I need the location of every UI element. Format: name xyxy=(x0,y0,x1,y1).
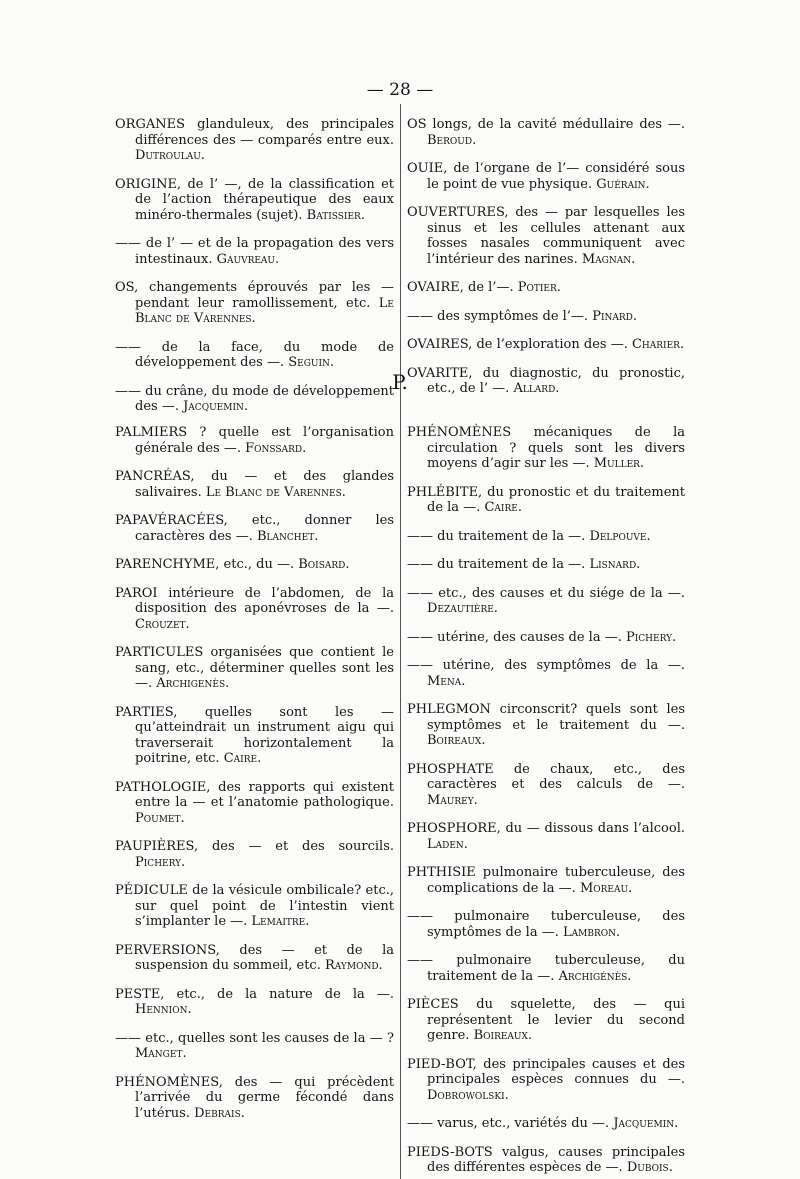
index-entry xyxy=(407,997,685,1044)
entry-author: Le Blanc de Varennes. xyxy=(135,295,394,326)
entry-text: OVAIRE, de l’—. xyxy=(407,280,514,295)
entry-author: Debrais. xyxy=(194,1105,245,1121)
index-entry xyxy=(115,645,394,692)
entry-text: PERVERSIONS, des — et de la suspension du sommeil, etc. xyxy=(115,942,394,973)
index-entry xyxy=(115,117,394,164)
entry-author: Charier. xyxy=(631,337,685,352)
entry-text: PARTIES, quelles sont les — qu’atteindrait un instrument aigu qui traverserait horizontalement la poitrine, etc. xyxy=(115,704,394,766)
entry-text: —— etc., quelles sont les causes de la — ? xyxy=(115,1030,394,1046)
index-entry xyxy=(407,1145,685,1176)
entry-author: Lemaitre. xyxy=(251,914,310,929)
entry-author: Poumet. xyxy=(135,810,185,826)
index-entry xyxy=(115,839,394,870)
entry-author: Boireaux. xyxy=(427,733,486,748)
entry-text: PHLEGMON circonscrit? quels sont les symptômes et le traitement du —. xyxy=(407,702,685,733)
entry-author: Allard. xyxy=(513,381,560,396)
entry-text: ORGANES glanduleux, des principales différences des — comparés entre eux. xyxy=(115,117,394,148)
entry-author: Hennion. xyxy=(135,1002,192,1017)
entry-author: Caire. xyxy=(484,500,522,515)
entry-author: Guérain. xyxy=(596,176,650,192)
index-entry xyxy=(115,1075,394,1122)
index-entry xyxy=(115,1031,394,1062)
entry-text: ORIGINE, de l’ —, de la classification et de l’action thérapeutique des eaux minéro-thermales (sujet). xyxy=(115,176,394,223)
entry-author: Dezautière. xyxy=(427,601,498,616)
entry-text: PHÉNOMÈNES, des — qui précèdent l’arrivée du germe fécondé dans l’utérus. xyxy=(115,1074,394,1121)
entry-text: —— du traitement de la —. xyxy=(407,557,586,572)
entry-author: Laden. xyxy=(427,836,468,852)
index-entry xyxy=(407,586,685,617)
index-entry xyxy=(407,117,685,148)
entry-text: OUIE, de l’organe de l’— considéré sous le point de vue physique. xyxy=(407,161,685,192)
entry-author: Dobrowolski. xyxy=(427,1087,509,1103)
entry-text: PALMIERS ? quelle est l’organisation générale des —. xyxy=(115,425,394,456)
index-entry xyxy=(407,309,685,325)
entry-author: Caire. xyxy=(223,751,262,766)
entry-author: Pinard. xyxy=(592,308,638,324)
entry-author: Mena. xyxy=(427,673,466,689)
index-entry xyxy=(407,557,685,573)
entry-author: Raymond. xyxy=(325,958,383,973)
entry-text: PÉDICULE de la vésicule ombilicale? etc., sur quel point de l’intestin vient s’implanter le —. xyxy=(115,883,394,929)
entry-author: Le Blanc de Varennes. xyxy=(205,484,346,500)
index-entry xyxy=(407,1057,685,1104)
entry-author: Fonssard. xyxy=(245,440,307,456)
index-entry xyxy=(115,586,394,633)
index-entry xyxy=(407,953,685,984)
entry-author: Muller. xyxy=(593,456,645,471)
entry-author: Magnan. xyxy=(581,251,636,267)
index-entry xyxy=(407,702,685,749)
entry-author: Boireaux. xyxy=(473,1028,533,1043)
entry-text: PHLÉBITE, du pronostic et du traitement de la —. xyxy=(407,484,685,515)
entry-author: Crouzet. xyxy=(135,616,190,632)
index-entry xyxy=(115,943,394,974)
entry-author: Potier. xyxy=(517,280,561,295)
entry-author: Jacquemin. xyxy=(613,1116,679,1131)
entry-text: —— de la face, du mode de développement des —. xyxy=(115,339,394,370)
index-entry xyxy=(407,425,685,472)
index-entry xyxy=(115,236,394,267)
entry-text: PAUPIÈRES, des — et des sourcils. xyxy=(115,839,394,854)
entry-text: —— des symptômes de l’—. xyxy=(407,308,589,324)
entry-author: Manget. xyxy=(135,1046,187,1061)
entry-author: Pichery. xyxy=(135,854,186,870)
entry-text: —— varus, etc., variétés du —. xyxy=(407,1116,610,1131)
entry-text: PHTHISIE pulmonaire tuberculeuse, des complications de la —. xyxy=(407,865,685,896)
left-column xyxy=(115,412,400,1179)
entry-text: PIÈCES du squelette, des — qui représentent le levier du second genre. xyxy=(407,997,685,1043)
index-entry xyxy=(115,987,394,1018)
index-entry xyxy=(407,205,685,267)
entry-text: —— pulmonaire tuberculeuse, des symptômes de la —. xyxy=(407,909,685,940)
entry-text: PHOSPHATE de chaux, etc., des caractères et des calculs de —. xyxy=(407,761,685,792)
section-letter-heading: P. xyxy=(392,370,408,394)
entry-text: PAROI intérieure de l’abdomen, de la disposition des aponévroses de la —. xyxy=(115,585,394,616)
entry-author: Dutroulau. xyxy=(135,148,205,163)
entry-author: Archigenès. xyxy=(156,676,230,691)
entry-text: PAPAVÉRACÉES, etc., donner les caractères des —. xyxy=(115,513,394,544)
index-entry xyxy=(115,557,394,573)
index-entry xyxy=(407,630,685,646)
entry-text: OS, changements éprouvés par les — pendant leur ramollissement, etc. xyxy=(115,280,394,311)
index-entry xyxy=(407,1116,685,1132)
entry-text: —— utérine, des causes de la —. xyxy=(407,629,622,645)
entry-author: Batissier. xyxy=(306,207,365,223)
index-entry xyxy=(115,780,394,827)
entry-author: Moreau. xyxy=(579,880,633,896)
entry-author: Gauvreau. xyxy=(216,251,280,267)
index-entry xyxy=(407,658,685,689)
entry-author: Beroud. xyxy=(427,132,477,148)
page-number: — 28 — xyxy=(366,80,434,100)
index-entry xyxy=(115,280,394,327)
index-entry xyxy=(407,762,685,809)
index-entry xyxy=(115,883,394,930)
entry-author: Blanchet. xyxy=(257,528,319,544)
entry-text: PHOSPHORE, du — dissous dans l’alcool. xyxy=(407,821,685,836)
entry-text: PIED-BOT, des principales causes et des principales espèces connues du —. xyxy=(407,1056,685,1087)
entry-author: Archigénès. xyxy=(558,968,632,984)
entry-text: PHÉNOMÈNES mécaniques de la circulation ? quels sont les divers moyens d’agir sur les —. xyxy=(407,425,685,471)
index-entry xyxy=(407,909,685,940)
entry-author: Lambron. xyxy=(563,924,621,940)
index-section-p xyxy=(115,412,685,1179)
entry-author: Lisnard. xyxy=(589,557,641,572)
entry-author: Delpouve. xyxy=(589,528,651,544)
entry-author: Boisard. xyxy=(298,557,350,572)
index-entry xyxy=(115,425,394,456)
entry-text: PARTICULES organisées que contient le sang, etc., déterminer quelles sont les —. xyxy=(115,645,394,691)
index-entry xyxy=(407,865,685,896)
entry-text: PESTE, etc., de la nature de la —. xyxy=(115,986,394,1002)
index-entry xyxy=(407,529,685,545)
index-entry xyxy=(115,177,394,224)
entry-text: OS longs, de la cavité médullaire des —. xyxy=(407,117,685,132)
index-entry xyxy=(407,821,685,852)
index-entry xyxy=(407,337,685,353)
entry-text: OVARITE, du diagnostic, du pronostic, etc., de l’ —. xyxy=(407,365,685,396)
index-entry xyxy=(407,485,685,516)
entry-author: Pichery. xyxy=(625,629,677,645)
entry-text: —— de l’ — et de la propagation des vers intestinaux. xyxy=(115,236,394,267)
entry-text: PATHOLOGIE, des rapports qui existent entre la — et l’anatomie pathologique. xyxy=(115,779,394,810)
entry-text: —— du traitement de la —. xyxy=(407,528,586,544)
index-entry xyxy=(407,280,685,296)
entry-text: OUVERTURES, des — par lesquelles les sinus et les cellules attenant aux fosses nasales communiquent avec l’intérieur des narines. xyxy=(407,205,685,267)
entry-author: Maurey. xyxy=(427,792,478,808)
entry-text: PIEDS-BOTS valgus, causes principales des différentes espèces de —. xyxy=(407,1144,685,1175)
entry-author: Jacquemin. xyxy=(183,399,249,414)
right-column xyxy=(400,412,685,1179)
entry-text: OVAIRES, de l’exploration des —. xyxy=(407,337,628,352)
index-entry xyxy=(115,469,394,500)
entry-author: Seguin. xyxy=(288,355,335,370)
index-entry xyxy=(115,513,394,544)
index-entry xyxy=(407,161,685,192)
entry-author: Dubois. xyxy=(626,1160,673,1175)
entry-text: PARENCHYME, etc., du —. xyxy=(115,557,295,572)
entry-text: —— etc., des causes et du siége de la —. xyxy=(407,585,685,601)
index-entry xyxy=(115,340,394,371)
entry-text: —— pulmonaire tuberculeuse, du traitement de la —. xyxy=(407,953,685,984)
index-entry xyxy=(115,705,394,767)
entry-text: PANCRÉAS, du — et des glandes salivaires. xyxy=(115,469,394,500)
entry-text: —— utérine, des symptômes de la —. xyxy=(407,658,685,673)
entry-text: —— du crâne, du mode de développement des —. xyxy=(115,383,394,414)
